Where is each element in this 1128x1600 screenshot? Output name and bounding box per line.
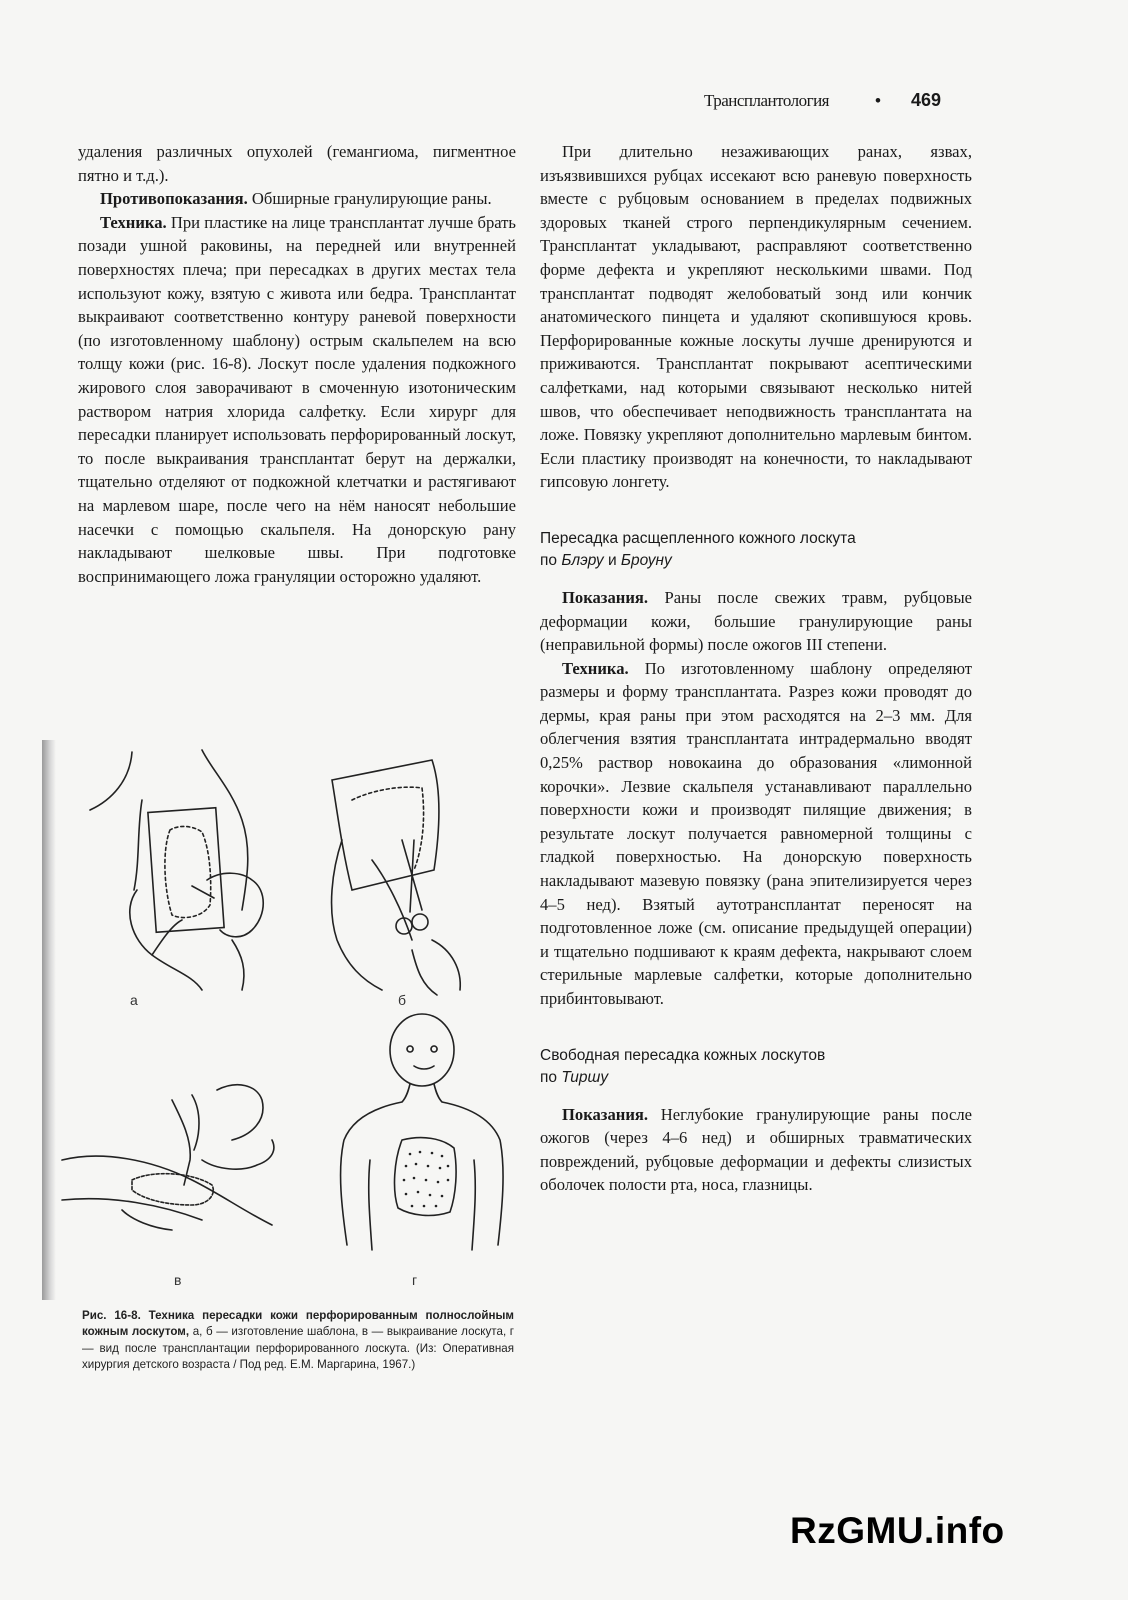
panel-a-drawing (90, 750, 263, 990)
section-heading (540, 1045, 972, 1089)
header-title: Трансплантология (704, 91, 830, 110)
author-name: Тиршу (561, 1068, 609, 1086)
section-heading-line: Пересадка расщепленного кожного лоскута (540, 529, 856, 547)
left-column (78, 140, 516, 588)
section-heading-line: Свободная пересадка кожных лоскутов (540, 1046, 826, 1064)
panel-label-c: в (174, 1272, 182, 1288)
run-in-heading: Техника. (100, 212, 167, 232)
header-bullet: • (875, 91, 881, 110)
author-name: Блэру (561, 551, 604, 569)
caption-text: а, б — изготовление шаблона, в — выкраивание лоскута, г — вид после трансплантации перфорированного лоскута. (Из: Оперативная хирургия детского возраста / Под ред. Е.М. Маргарина, 1967.) (82, 1325, 514, 1372)
paragraph (540, 586, 972, 657)
author-name: Броуну (620, 551, 672, 569)
panel-label-b: б (398, 992, 407, 1008)
heading-text: по (540, 551, 562, 569)
panel-label-d: г (412, 1272, 418, 1288)
paragraph-text: Неглубокие гранулирующие раны после ожогов (через 4–6 нед) и обширных травматических повреждений, рубцовые деформации и дефекты слизистых оболочек полости рта, носа, глазницы. (540, 1104, 972, 1195)
section-heading-line (540, 550, 972, 572)
figure-caption (82, 1308, 514, 1374)
run-in-heading: Показания. (562, 1104, 649, 1124)
running-header (704, 90, 994, 111)
paragraph (540, 657, 972, 1011)
right-column (540, 140, 972, 1197)
paragraph-text: При пластике на лице трансплантат лучше брать позади ушной раковины, на передней или внутренней поверхностях плеча; при пересадках в других местах тела используют кожу, взятую с живота или бедра. Трансплантат выкраивают соответственно контуру раневой поверхности (по изготовленному шаблону) острым скальпелем на всю толщу кожи (рис. 16-8). Лоскут после удаления подкожного жирового слоя заворачивают в смоченную изотоническим раствором натрия хлорида салфетку. Если хирург для пересадки планирует использовать перфорированный лоскут, то после выкраивания трансплантат берут на держалки, тщательно отделяют от подкожной клетчатки и растягивают на марлевом шаре, после чего на нём наносят небольшие насечки с помощью скальпеля. На донорскую рану накладывают шелковые швы. При подготовке воспринимающего ложа грануляции осторожно удаляют. (78, 212, 516, 586)
paragraph (78, 187, 516, 211)
paragraph (540, 1103, 972, 1197)
paragraph: удаления различных опухолей (гемангиома, пигментное пятно и т.д.). (78, 142, 516, 185)
figure-16-8 (42, 740, 522, 1300)
panel-b-drawing (332, 760, 461, 995)
heading-text: и (603, 551, 621, 569)
panel-d-drawing (341, 1014, 504, 1250)
page-number: 469 (910, 90, 942, 110)
section-heading (540, 528, 972, 572)
heading-text: по (540, 1068, 562, 1086)
section-heading-line (540, 1067, 972, 1089)
run-in-heading: Противопоказания. (100, 189, 248, 209)
panel-c-drawing (62, 1085, 274, 1230)
paragraph (78, 211, 516, 589)
surgical-illustration (42, 740, 522, 1300)
watermark: RzGMU.info (790, 1510, 1005, 1551)
paragraph-text: По изготовленному шаблону определяют размеры и форму трансплантата. Разрез кожи проводят до дермы, края раны при этом расходятся на 2–3 мм. Для облегчения взятия трансплантата интрадермально вводят 0,25% раствор новокаина до образования «лимонной корочки». Лезвие скальпеля устанавливают параллельно поверхности кожи и производят пилящие движения; в результате лоскут получается равномерной толщины с гладкой поверхностью. На донорскую поверхность накладывают мазевую повязку (рана эпителизируется через 4–5 нед). Взятый аутотрансплантат переносят на подготовленное ложе (см. описание предыдущей операции) и тщательно подшивают к краям дефекта, накрывают слоем стерильные марлевые салфетки, которые дополнительно прибинтовывают. (540, 658, 972, 1008)
run-in-heading: Техника. (562, 658, 629, 678)
caption-title: Рис. 16-8. Техника пересадки кожи перфорированным полнослойным кожным лоскутом, (82, 1309, 514, 1339)
panel-label-a: а (130, 992, 138, 1008)
paragraph-text: Обширные гранулирующие раны. (247, 189, 492, 209)
paragraph-text: Раны после свежих травм, рубцовые деформации кожи, большие гранулирующие раны (неправильной формы) после ожогов III степени. (540, 587, 972, 655)
run-in-heading: Показания. (562, 587, 649, 607)
paragraph: При длительно незаживающих ранах, язвах, изъязвившихся рубцах иссекают всю раневую поверхность вместе с рубцовым основанием в пределах подвижных здоровых тканей строго перпендикулярным сечением. Трансплантат укладывают, расправляют соответственно форме дефекта и укрепляют несколькими швами. Под трансплантат подводят желобоватый зонд или кончик анатомического пинцета и удаляют скопившуюся кровь. Перфорированные кожные лоскуты лучше дренируются и приживаются. Трансплантат покрывают асептическими салфетками, над которыми связывают несколько нитей швов, что обеспечивает неподвижность трансплантата на ложе. Повязку укрепляют дополнительно марлевым бинтом. Если пластику производят на конечности, то накладывают гипсовую лонгету. (540, 142, 972, 492)
